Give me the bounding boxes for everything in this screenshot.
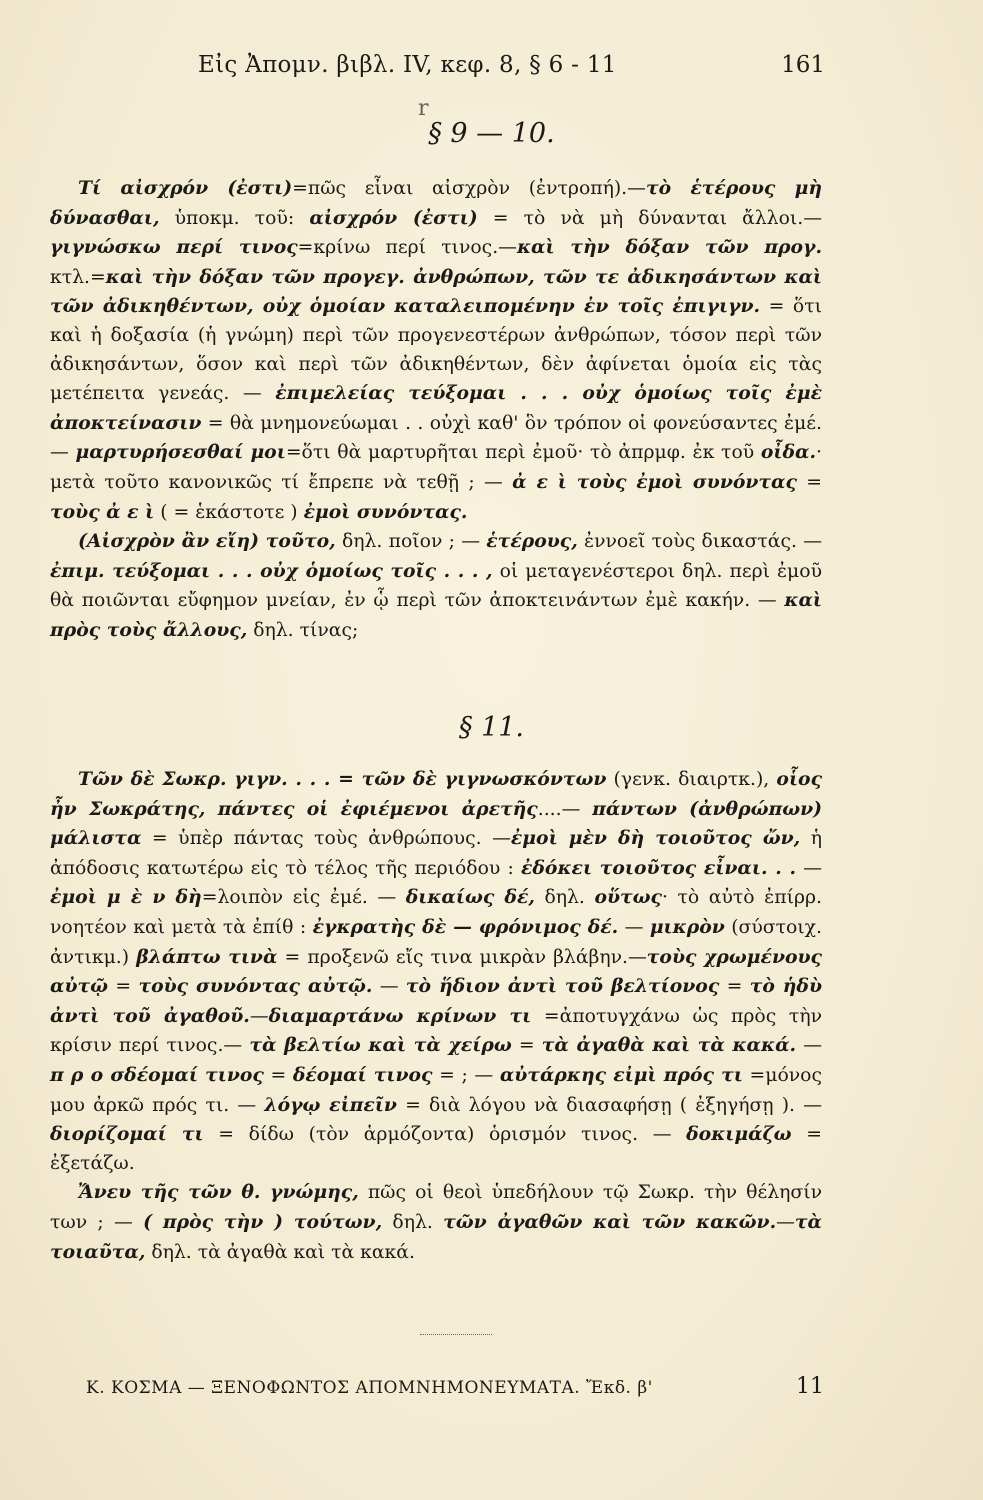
commentary-text: — xyxy=(618,916,650,938)
commentary-text: =μόνος μου ἀρκῶ πρός τι. — xyxy=(50,1064,823,1116)
page-number: 161 xyxy=(781,52,825,78)
paragraph xyxy=(50,527,822,645)
commentary-text: δηλ. ποῖον ; — xyxy=(335,531,487,553)
commentary-text: ἡ ἀπόδοσις κατωτέρω εἰς τὸ τέλος τῆς περιόδου : xyxy=(50,828,822,879)
lemma-term: αὐτάρκης εἰμὶ πρός τι xyxy=(499,1063,743,1086)
page-footer xyxy=(86,1374,824,1404)
lemma-term: πάντων (ἀνθρώπων) μάλιστα xyxy=(50,797,822,850)
lemma-term: τὸ ἑτέρους μὴ δύνασθαι, xyxy=(50,177,822,229)
lemma-term: καὶ πρὸς τοὺς ἄλλους, xyxy=(50,589,822,641)
commentary-text: — xyxy=(796,857,822,879)
commentary-text: (σύστοιχ. ἀντικμ.) xyxy=(50,916,822,968)
commentary-text: = ὅτι καὶ ἡ δοξασία (ἡ γνώμη) περὶ τῶν προγενεστέρων ἀνθρώπων, τόσον περὶ τῶν ἀδικησάντων, ὅσον καὶ περὶ τῶν ἀδικηθέντων, δὲν ἀφίνεται ὁμοία εἰς τὰς μετέπειτα γενεάς. — xyxy=(50,296,822,405)
lemma-term: καὶ τὴν δόξαν τῶν προγεγ. ἀνθρώπων, τῶν τε ἀδικησάντων καὶ τῶν ἀδικηθέντων, οὐχ ὁμοίαν καταλειπομένην ἐν τοῖς ἐπιγιγν. xyxy=(50,265,822,318)
lemma-term: τῶν ἀγαθῶν καὶ τῶν κακῶν. xyxy=(443,1210,777,1233)
lemma-term: τὰ ἀγαθὰ καὶ τὰ κακά. xyxy=(541,1034,797,1057)
paragraph xyxy=(50,1178,822,1267)
lemma-term: π ρ ο σδέομαί τινος xyxy=(50,1063,264,1086)
commentary-text: — xyxy=(776,1211,795,1233)
lemma-term: τοὺς χρωμένους αὐτῷ xyxy=(50,945,822,998)
page-header xyxy=(50,52,825,92)
lemma-term: (Αἰσχρὸν ἂν εἴη) τοῦτο, xyxy=(78,530,336,553)
lemma-term: μαρτυρήσεσθαί μοι xyxy=(75,441,286,464)
commentary-text: οἱ μεταγενέστεροι δηλ. περὶ ἐμοῦ θὰ ποιῶνται εὔφημον μνείαν, ἐν ᾧ περὶ τῶν ἀποκτεινάντων ἐμὲ κακήν. — xyxy=(50,560,822,612)
commentary-text: δηλ. xyxy=(534,887,595,909)
lemma-term: Τῶν δὲ Σωκρ. γιγν. . . . = τῶν δὲ γιγνωσκόντων xyxy=(78,768,607,790)
lemma-term: δοκιμάζω xyxy=(686,1123,792,1146)
commentary-text: = ὑπὲρ πάντας τοὺς ἀνθρώπους. — xyxy=(141,828,511,850)
commentary-text: (γενκ. διαιρτκ.), xyxy=(606,769,777,790)
lemma-term: οἷος ἦν Σωκράτης, πάντες οἱ ἐφιέμενοι ἀρετῆς xyxy=(50,768,822,820)
lemma-term: αἰσχρόν (ἐστι) xyxy=(309,206,478,229)
commentary-text: ( = ἑκάστοτε ) xyxy=(154,501,304,523)
section-heading-11: § 11. xyxy=(458,712,525,743)
commentary-text: ἐννοεῖ τοὺς δικαστάς. — xyxy=(577,531,822,553)
commentary-text: = xyxy=(263,1064,293,1086)
lemma-term: ( πρὸς τὴν ) τούτων, xyxy=(143,1210,383,1233)
commentary-text: = xyxy=(719,976,750,998)
lemma-term: διαμαρτάνω κρίνων τι xyxy=(268,1004,532,1027)
lemma-term: Τί αἰσχρόν (ἐστι) xyxy=(78,177,293,199)
lemma-term: ἐδόκει τοιοῦτος εἶναι. . . xyxy=(520,856,797,879)
lemma-term: ἑτέρους, xyxy=(486,530,578,553)
lemma-term: τὰ τοιαῦτα, xyxy=(50,1210,822,1263)
commentary-text: =λοιπὸν εἰς ἐμέ. — xyxy=(201,887,406,909)
lemma-term: γιγνώσκω περί τινος xyxy=(50,236,298,259)
commentary-text: = δίδω (τὸν ἁρμόζοντα) ὁρισμόν τινος. — xyxy=(203,1124,687,1146)
lemma-term: ἐμοὶ μὲν δὴ τοιοῦτος ὤν, xyxy=(510,827,801,850)
commentary-text: =κρίνω περί τινος.— xyxy=(297,237,517,259)
commentary-text: = διὰ λόγου νὰ διασαφήσῃ ( ἐξηγήσῃ ). — xyxy=(396,1094,822,1116)
lemma-term: τὸ ἡδὺ ἀντὶ τοῦ ἀγαθοῦ. xyxy=(50,975,822,1027)
lemma-term: λόγῳ εἰπεῖν xyxy=(264,1093,397,1116)
commentary-text: κτλ.= xyxy=(50,266,106,288)
lemma-term: τὰ βελτίω καὶ τὰ χείρω xyxy=(249,1034,512,1057)
section-heading-9-10: § 9 — 10. xyxy=(428,118,555,149)
lemma-term: οὕτως xyxy=(594,886,662,909)
lemma-term: ἐμοὶ μ ὲ ν δὴ xyxy=(50,886,202,909)
commentary-text: δηλ. τίνας; xyxy=(247,619,359,641)
commentary-text: ....— xyxy=(537,798,593,820)
commentary-text: = θὰ μνημονεύωμαι . . οὐχὶ καθ' ὃν τρόπον οἱ φονεύσαντες ἐμέ.— xyxy=(50,412,822,464)
lemma-term: δικαίως δέ, xyxy=(405,886,535,909)
commentary-text: δηλ. xyxy=(382,1211,444,1233)
lemma-term: βλάπτω τινὰ xyxy=(136,945,278,968)
end-rule xyxy=(420,1334,492,1335)
lemma-term: τοὺς ἀ ε ὶ xyxy=(50,500,155,523)
lemma-term: ἐγκρατὴς δὲ — φρόνιμος δέ. xyxy=(312,915,619,938)
lemma-term: δέομαί τινος xyxy=(292,1063,433,1086)
paragraph xyxy=(50,174,822,527)
lemma-term: μικρὸν xyxy=(649,915,725,938)
commentary-text: = xyxy=(108,976,139,998)
handwritten-mark: r xyxy=(418,96,429,121)
commentary-text: — xyxy=(796,1035,822,1057)
running-head: Εἰς Ἀπομν. βιβλ. IV, κεφ. 8, § 6 - 11 xyxy=(198,52,617,78)
lemma-term: Ἄνευ τῆς τῶν θ. γνώμης, xyxy=(78,1181,359,1204)
lemma-term: ἐμοὶ συνόντας. xyxy=(303,500,468,523)
section-body-11 xyxy=(50,765,822,1267)
lemma-term: ἐπιμ. τεύξομαι . . . οὐχ ὁμοίως τοῖς . . . , xyxy=(50,559,493,582)
footer-title: Κ. ΚΟΣΜΑ — ΞΕΝΟΦΩΝΤΟΣ ΑΠΟΜΝΗΜΟΝΕΥΜΑΤΑ. Ἔκδ. β' xyxy=(86,1378,653,1398)
commentary-text: — xyxy=(249,1005,269,1027)
commentary-text: = xyxy=(511,1035,542,1057)
commentary-text: = xyxy=(796,471,822,493)
commentary-text: = ἐξετάζω. xyxy=(50,1124,822,1174)
paragraph xyxy=(50,765,822,1178)
lemma-term: ἐπιμελείας τεύξομαι . . . οὐχ ὁμοίως τοῖς ἐμὲ ἀποκτείνασιν xyxy=(50,382,822,434)
commentary-text: · μετὰ τοῦτο κανονικῶς τί ἔπρεπε νὰ τεθῇ ; — xyxy=(50,442,822,493)
lemma-term: τοὺς συνόντας αὐτῷ. xyxy=(138,975,373,998)
commentary-text: πῶς οἱ θεοὶ ὑπεδήλουν τῷ Σωκρ. τὴν θέλησίν των ; — xyxy=(50,1182,822,1233)
lemma-term: ἀ ε ὶ τοὺς ἐμοὶ συνόντας xyxy=(512,470,797,493)
signature-number: 11 xyxy=(796,1374,824,1399)
commentary-text: · τὸ αὐτὸ ἐπίρρ. νοητέον καὶ μετὰ τὰ ἐπίθ : xyxy=(50,887,823,938)
lemma-term: διορίζομαί τι xyxy=(50,1123,204,1146)
commentary-text: — xyxy=(372,976,406,998)
lemma-term: τὸ ἥδιον ἀντὶ τοῦ βελτίονος xyxy=(405,975,720,998)
lemma-term: οἶδα. xyxy=(760,441,817,464)
section-body-9-10 xyxy=(50,174,822,646)
commentary-text: = τὸ νὰ μὴ δύνανται ἄλλοι.— xyxy=(477,207,823,229)
commentary-text: =ὅτι θὰ μαρτυρῆται περὶ ἐμοῦ· τὸ ἀπρμφ. ἐκ τοῦ xyxy=(285,442,761,464)
commentary-text: =πῶς εἶναι αἰσχρὸν (ἐντροπή).— xyxy=(292,178,646,199)
commentary-text: =ἀποτυγχάνω ὡς πρὸς τὴν κρίσιν περί τινος.— xyxy=(50,1005,822,1057)
commentary-text: = ; — xyxy=(432,1064,500,1086)
lemma-term: καὶ τὴν δόξαν τῶν προγ. xyxy=(516,236,822,259)
commentary-text: δηλ. τὰ ἀγαθὰ καὶ τὰ κακά. xyxy=(145,1241,415,1263)
commentary-text: = προξενῶ εἴς τινα μικρὰν βλάβην.— xyxy=(277,946,647,968)
commentary-text: ὑποκμ. τοῦ: xyxy=(159,207,310,229)
